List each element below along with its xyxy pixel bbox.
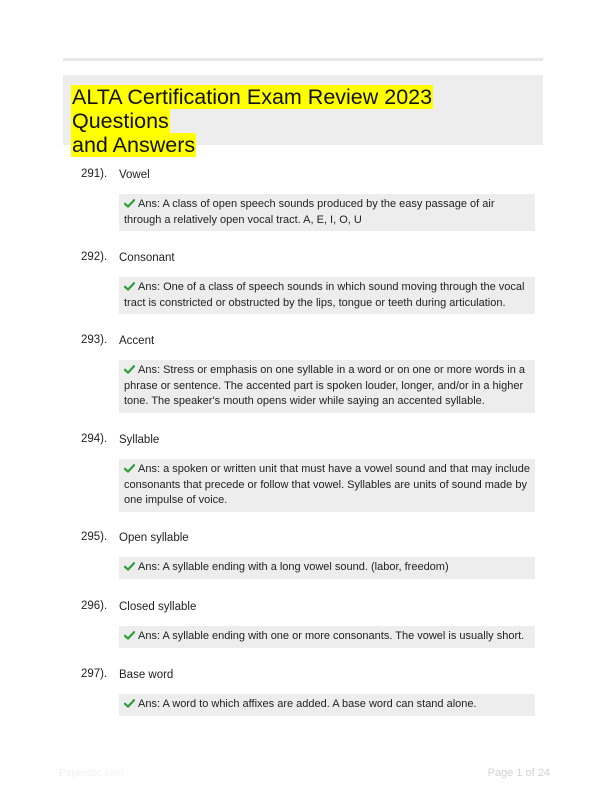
answer-text: Ans: a spoken or written unit that must have a vowel sound and that may include consonants that precede or follow that vowel. Syllables are units of sound made by one impulse of voice. — [124, 463, 530, 506]
question-number: 295). — [81, 531, 108, 543]
question-number: 296). — [81, 600, 108, 612]
answer-text: Ans: A syllable ending with one or more consonants. The vowel is usually short. — [138, 630, 525, 642]
check-icon — [124, 199, 135, 208]
question-term: Base word — [119, 669, 174, 681]
check-icon — [124, 365, 135, 374]
question-term: Consonant — [119, 252, 175, 264]
answer-box — [119, 459, 535, 512]
answer-text: Ans: A word to which affixes are added. A base word can stand alone. — [138, 698, 477, 710]
check-icon — [124, 699, 135, 708]
answer-text: Ans: One of a class of speech sounds in which sound moving through the vocal tract is constricted or obstructed by the lips, tongue or teeth during articulation. — [124, 281, 525, 309]
check-icon — [124, 631, 135, 640]
question-number: 294). — [81, 433, 108, 445]
answer-box — [119, 694, 535, 716]
answer-box — [119, 194, 535, 231]
answer-text: Ans: A class of open speech sounds produced by the easy passage of air through a relatively open vocal tract. A, E, I, O, U — [124, 198, 495, 226]
answer-box — [119, 626, 535, 648]
answer-text: Ans: Stress or emphasis on one syllable in a word or on one or more words in a phrase or sentence. The accented part is spoken louder, longer, and/or in a higher tone. The speaker's mouth opens wider while saying an accented syllable. — [124, 364, 526, 407]
question-term: Vowel — [119, 169, 150, 181]
question-term: Open syllable — [119, 532, 189, 544]
footer-watermark: Paperdoc.com — [59, 768, 124, 779]
question-number: 291). — [81, 168, 108, 180]
check-icon — [124, 282, 135, 291]
top-rule — [63, 58, 543, 61]
question-number: 292). — [81, 251, 108, 263]
question-number: 297). — [81, 668, 108, 680]
answer-box — [119, 360, 535, 413]
title-banner — [63, 75, 543, 157]
answer-box — [119, 557, 535, 579]
answer-box — [119, 277, 535, 314]
check-icon — [124, 562, 135, 571]
answer-text: Ans: A syllable ending with a long vowel sound. (labor, freedom) — [138, 561, 449, 573]
question-term: Accent — [119, 335, 155, 347]
check-icon — [124, 464, 135, 473]
question-term: Syllable — [119, 434, 160, 446]
question-number: 293). — [81, 334, 108, 346]
page-number: Page 1 of 24 — [487, 767, 550, 779]
page-title: ALTA Certification Exam Review 2023 Questions and Answers — [72, 85, 433, 157]
question-term: Closed syllable — [119, 601, 197, 613]
